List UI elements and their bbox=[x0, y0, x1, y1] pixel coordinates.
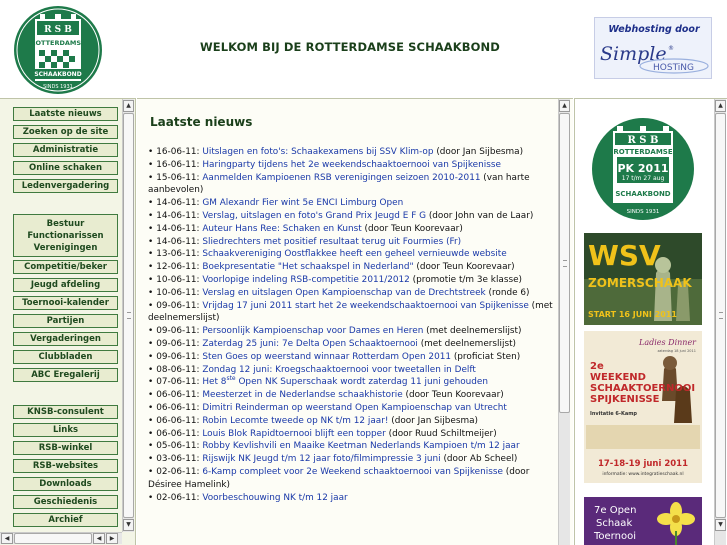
news-item: • 03-06-11: Rijswijk NK Jeugd t/m 12 jaar foto/filmimpressie 3 juni (door Ab Scheel) bbox=[148, 454, 518, 465]
news-item: • 16-06-11: Uitslagen en foto's: Schaakexamens bij SSV Klim-op (door Jan Sijbesma) bbox=[148, 147, 524, 157]
nav-toernooi-kalender[interactable] bbox=[13, 296, 118, 310]
nav-vergaderingen[interactable] bbox=[13, 332, 118, 346]
news-item: • 06-06-11: Robin Lecomte tweede op NK t/m 12 jaar! (door Jan Sijbesma) bbox=[148, 415, 478, 426]
news-note: (door John van de Laar) bbox=[426, 210, 534, 221]
page-title: WELKOM BIJ DE ROTTERDAMSE SCHAAKBOND bbox=[200, 40, 500, 54]
news-link[interactable]: Zaterdag 25 juni: 7e Delta Open Schaaktoernooi bbox=[202, 338, 418, 349]
scroll-left-icon[interactable]: ◀ bbox=[93, 533, 105, 544]
news-date: 12-06-11: bbox=[156, 262, 200, 273]
navigation-frame bbox=[0, 98, 136, 545]
nav-ledenvergadering[interactable] bbox=[13, 179, 118, 193]
nav-label: ABC Eregalerij bbox=[31, 370, 100, 380]
news-date: 03-06-11: bbox=[156, 454, 200, 465]
news-date: 16-06-11: bbox=[156, 147, 200, 157]
pk-banner-since: SINDS 1931 bbox=[626, 209, 660, 215]
nav-label: Ledenvergadering bbox=[21, 181, 110, 191]
news-link-pre: Het 8 bbox=[202, 377, 227, 388]
banner-scroll-thumb[interactable] bbox=[715, 113, 726, 518]
nav-abc-eregalerij[interactable] bbox=[13, 368, 118, 382]
nav-partijen[interactable] bbox=[13, 314, 118, 328]
news-link[interactable]: Sliedrechters met positief resultaat terug uit Fourmies (Fr) bbox=[202, 236, 462, 247]
news-date: 08-06-11: bbox=[156, 364, 200, 375]
news-link[interactable]: Vrijdag 17 juni 2011 start het 2e weekendschaaktoernooi van Spijkenisse bbox=[202, 300, 529, 311]
news-note: (proficiat Sten) bbox=[451, 351, 521, 362]
news-note: (door Jan Sijbesma) bbox=[388, 415, 478, 426]
news-date: 14-06-11: bbox=[156, 210, 200, 221]
wsv-banner-big: WSV bbox=[588, 239, 661, 272]
pk-banner-bond: SCHAAKBOND bbox=[615, 190, 671, 198]
news-link[interactable]: GM Alexandr Fier wint 5e ENCI Limburg Open bbox=[202, 198, 404, 209]
news-link[interactable]: 6-Kamp compleet voor 2e Weekend schaaktoernooi van Spijkenisse bbox=[202, 466, 503, 477]
scroll-up-icon[interactable]: ▲ bbox=[559, 100, 570, 112]
nav-rsb-winkel[interactable] bbox=[13, 441, 118, 455]
news-heading: Laatste nieuws bbox=[150, 115, 253, 129]
grip-icon bbox=[719, 312, 723, 319]
news-link[interactable]: Uitslagen en foto's: Schaakexamens bij SSV Klim-op bbox=[202, 147, 434, 157]
news-date: 09-06-11: bbox=[156, 338, 200, 349]
content-scroll-thumb[interactable] bbox=[559, 113, 570, 413]
news-link[interactable] bbox=[202, 377, 488, 387]
pk-banner-rsb: R S B bbox=[627, 135, 659, 146]
news-note: (door Teun Koorevaar) bbox=[402, 390, 504, 401]
news-item: • 06-06-11: Dimitri Reinderman op weerstand Open Kampioenschap van Utrecht bbox=[148, 402, 507, 413]
scroll-right-icon[interactable]: ▶ bbox=[106, 533, 118, 544]
news-date: 10-06-11: bbox=[156, 274, 200, 285]
nav-clubbladen[interactable] bbox=[13, 350, 118, 364]
news-item: • 09-06-11: Zaterdag 25 juni: 7e Delta Open Schaaktoernooi (met deelnemerslijst) bbox=[148, 338, 517, 349]
logo-text-rsb: R S B bbox=[44, 25, 72, 35]
news-date: 06-06-11: bbox=[156, 415, 200, 426]
news-date: 07-06-11: bbox=[156, 377, 200, 388]
nav-label: KNSB-consulent bbox=[27, 407, 104, 417]
news-date: 06-06-11: bbox=[156, 402, 200, 413]
news-item: • 10-06-11: Verslag en uitslagen Open Kampioenschap van de Drechtstreek (ronde 6) bbox=[148, 287, 530, 298]
news-note: (met deelnemerslijst) bbox=[148, 300, 553, 324]
news-item: • 15-06-11: Aanmelden Kampioenen RSB verenigingen seizoen 2010-2011 (van harte aanbevolen) bbox=[148, 172, 530, 196]
banner-frame bbox=[574, 98, 727, 545]
banner-vertical-scrollbar[interactable] bbox=[714, 99, 726, 545]
content-frame bbox=[137, 98, 573, 545]
news-link[interactable]: Dimitri Reinderman op weerstand Open Kampioenschap van Utrecht bbox=[202, 402, 507, 413]
nav-geschiedenis[interactable] bbox=[13, 495, 118, 509]
news-date: 15-06-11: bbox=[156, 172, 200, 183]
news-date: 10-06-11: bbox=[156, 287, 200, 298]
news-link[interactable]: Meesterzet in de Nederlandse schaakhistorie bbox=[202, 390, 403, 401]
wsv-zomerschaak-banner[interactable] bbox=[584, 233, 702, 325]
seventh-open-banner[interactable] bbox=[584, 497, 702, 545]
news-date: 14-06-11: bbox=[156, 223, 200, 234]
spijk-invitation: Invitatie 6-Kamp bbox=[590, 411, 637, 417]
nav-vertical-scrollbar[interactable] bbox=[122, 99, 134, 532]
nav-label: Zoeken op de site bbox=[22, 127, 109, 137]
news-link-text: Open NK Superschaak wordt zaterdag 11 juni gehouden bbox=[235, 377, 488, 388]
hosting-brand-main: Simple bbox=[600, 43, 667, 65]
news-item: • 02-06-11: 6-Kamp compleet voor 2e Weekend schaaktoernooi van Spijkenisse (door Désiree Hamelink) bbox=[148, 466, 530, 490]
news-date: 14-06-11: bbox=[156, 236, 200, 247]
news-date: 14-06-11: bbox=[156, 198, 200, 209]
news-note: (van harte aanbevolen) bbox=[148, 172, 530, 196]
news-item: • 09-06-11: Vrijdag 17 juni 2011 start het 2e weekendschaaktoernooi van Spijkenisse (met deelnemerslijst) bbox=[148, 300, 553, 324]
nav-downloads[interactable] bbox=[13, 477, 118, 491]
news-link[interactable]: Voorlopige indeling RSB-competitie 2011/2012 bbox=[202, 274, 410, 285]
news-date: 16-06-11: bbox=[156, 159, 200, 170]
nav-label: Jeugd afdeling bbox=[30, 280, 101, 290]
scroll-down-icon[interactable]: ▼ bbox=[715, 519, 726, 531]
spijk-ladies: Ladies Dinner bbox=[639, 338, 696, 347]
nav-administratie[interactable] bbox=[13, 143, 118, 157]
news-note: (promotie t/m 3e klasse) bbox=[409, 274, 523, 285]
grip-icon bbox=[563, 260, 567, 267]
spijkenisse-tournament-banner[interactable] bbox=[584, 331, 702, 483]
news-note: (door Ruud Schiltmeijer) bbox=[385, 428, 497, 439]
nav-horizontal-scrollbar[interactable] bbox=[0, 532, 122, 544]
hosting-banner[interactable] bbox=[594, 17, 712, 79]
news-date: 06-06-11: bbox=[156, 428, 200, 439]
spijk-l1: 2e bbox=[590, 361, 604, 372]
nav-label: Geschiedenis bbox=[33, 497, 98, 507]
news-item: • 08-06-11: Zondag 12 juni: Kroegschaaktoernooi voor tweetallen in Delft bbox=[148, 364, 476, 375]
news-item: • 09-06-11: Persoonlijk Kampioenschap voor Dames en Heren (met deelnemerslijst) bbox=[148, 326, 522, 337]
news-link[interactable]: Zondag 12 juni: Kroegschaaktoernooi voor tweetallen in Delft bbox=[202, 364, 476, 375]
logo-text-rotterdamse: ROTTERDAMSE bbox=[30, 39, 86, 47]
news-note: (ronde 6) bbox=[485, 287, 530, 298]
hosting-brand-reg: ® bbox=[668, 45, 674, 52]
nav-label-functionarissen: Functionarissen bbox=[27, 230, 104, 241]
spijk-l3: SCHAAKTOERNOOI bbox=[590, 383, 696, 394]
news-link[interactable]: Louis Blok Rapidtoernooi blijft een topper bbox=[202, 428, 386, 439]
news-note: (met deelnemerslijst) bbox=[417, 338, 517, 349]
nav-label: Online schaken bbox=[28, 163, 102, 173]
news-date: 09-06-11: bbox=[156, 351, 200, 362]
hosting-brand-sub: HOSTiNG bbox=[653, 63, 694, 73]
grip-icon bbox=[127, 312, 131, 319]
nav-label: Toernooi-kalender bbox=[22, 298, 109, 308]
hosting-label: Webhosting door bbox=[608, 24, 700, 35]
open-banner-l3: Toernooi bbox=[594, 531, 636, 542]
scroll-down-icon[interactable]: ▼ bbox=[123, 519, 134, 531]
nav-label: Laatste nieuws bbox=[29, 109, 102, 119]
news-link[interactable]: Sten Goes op weerstand winnaar Rotterdam Open 2011 bbox=[202, 351, 452, 362]
wsv-banner-line2: ZOMERSCHAAK bbox=[588, 276, 692, 290]
news-item: • 06-06-11: Meesterzet in de Nederlandse schaakhistorie (door Teun Koorevaar) bbox=[148, 390, 504, 401]
pk-banner-rotterdamse: ROTTERDAMSE bbox=[613, 148, 673, 156]
news-item: • 06-06-11: Louis Blok Rapidtoernooi blijft een topper (door Ruud Schiltmeijer) bbox=[148, 428, 497, 439]
nav-online-schaken[interactable] bbox=[13, 161, 118, 175]
news-link[interactable]: Persoonlijk Kampioenschap voor Dames en Heren bbox=[202, 326, 424, 337]
news-date: 06-06-11: bbox=[156, 390, 200, 401]
news-link[interactable]: Verslag, uitslagen en foto's Grand Prix Jeugd E F G bbox=[202, 210, 426, 221]
news-item: • 14-06-11: Sliedrechters met positief resultaat terug uit Fourmies (Fr) bbox=[148, 236, 462, 247]
nav-scroll-thumb[interactable] bbox=[123, 113, 134, 518]
pk-banner-dates: 17 t/m 27 aug bbox=[621, 175, 665, 182]
news-item: • 09-06-11: Sten Goes op weerstand winnaar Rotterdam Open 2011 (proficiat Sten) bbox=[148, 351, 521, 362]
news-date: 13-06-11: bbox=[156, 249, 200, 260]
scroll-up-icon[interactable]: ▲ bbox=[123, 100, 134, 112]
nav-archief[interactable] bbox=[13, 513, 118, 527]
nav-label-bestuur: Bestuur bbox=[46, 218, 85, 229]
nav-knsb-consulent[interactable] bbox=[13, 405, 118, 419]
nav-label: Archief bbox=[48, 515, 83, 525]
logo-text-since: SINDS 1931 bbox=[43, 84, 73, 90]
nav-label-verenigingen: Verenigingen bbox=[33, 242, 98, 253]
simple-hosting-logo bbox=[598, 40, 710, 76]
open-banner-l2: Schaak bbox=[596, 518, 633, 529]
nav-label: Partijen bbox=[46, 316, 85, 326]
news-note: (door Teun Koorevaar) bbox=[361, 223, 463, 234]
nav-label: Links bbox=[52, 425, 79, 435]
news-item: • 05-06-11: Robby Kevlishvili en Maaike Keetman Nederlands Kampioen t/m 12 jaar bbox=[148, 441, 520, 452]
content-vertical-scrollbar[interactable] bbox=[558, 99, 570, 545]
wsv-banner-line3: START 16 JUNI 2011 bbox=[588, 310, 677, 319]
news-date: 02-06-11: bbox=[156, 492, 200, 503]
news-note: (door Ab Scheel) bbox=[440, 454, 518, 465]
nav-label: Vergaderingen bbox=[30, 334, 101, 344]
news-link-sup: ste bbox=[226, 375, 236, 383]
nav-label: Administratie bbox=[32, 145, 99, 155]
news-date: 05-06-11: bbox=[156, 441, 200, 452]
nav-label: Competitie/beker bbox=[24, 262, 107, 272]
nav-label: RSB-winkel bbox=[38, 443, 93, 453]
news-list bbox=[148, 146, 558, 504]
news-note: (met deelnemerslijst) bbox=[423, 326, 522, 337]
nav-laatste-nieuws[interactable] bbox=[13, 107, 118, 121]
news-link[interactable]: Robby Kevlishvili en Maaike Keetman Nederlands Kampioen t/m 12 jaar bbox=[202, 441, 520, 452]
news-note: (door Teun Koorevaar) bbox=[413, 262, 515, 273]
nav-label: RSB-websites bbox=[32, 461, 99, 471]
spijk-l2: WEEKEND bbox=[590, 372, 646, 383]
nav-jeugd[interactable] bbox=[13, 278, 118, 292]
news-link[interactable]: Rijswijk NK Jeugd t/m 12 jaar foto/filmimpressie 3 juni bbox=[202, 454, 441, 465]
news-link[interactable]: Aanmelden Kampioenen RSB verenigingen seizoen 2010-2011 bbox=[202, 172, 481, 183]
news-item: • 14-06-11: Auteur Hans Ree: Schaken en Kunst (door Teun Koorevaar) bbox=[148, 223, 463, 234]
news-item: • 14-06-11: GM Alexandr Fier wint 5e ENCI Limburg Open bbox=[148, 198, 404, 209]
rsb-logo[interactable] bbox=[13, 5, 103, 95]
news-date: 09-06-11: bbox=[156, 300, 200, 311]
news-link[interactable]: Auteur Hans Ree: Schaken en Kunst bbox=[202, 223, 362, 234]
spijk-ladies-date: zaterdag 18 juni 2011 bbox=[657, 349, 696, 353]
nav-zoeken[interactable] bbox=[13, 125, 118, 139]
scroll-up-icon[interactable]: ▲ bbox=[715, 100, 726, 112]
news-link[interactable]: Verslag en uitslagen Open Kampioenschap van de Drechtstreek bbox=[202, 287, 486, 298]
header bbox=[0, 0, 727, 98]
spijk-dates: 17-18-19 juni 2011 bbox=[597, 459, 689, 469]
nav-rsb-websites[interactable] bbox=[13, 459, 118, 473]
news-item: • 16-06-11: Haringparty tijdens het 2e weekendschaaktoernooi van Spijkenisse bbox=[148, 159, 501, 170]
nav-links[interactable] bbox=[13, 423, 118, 437]
scroll-left-icon[interactable]: ◀ bbox=[1, 533, 13, 544]
news-item: • 02-06-11: Voorbeschouwing NK t/m 12 jaar bbox=[148, 492, 348, 503]
news-note: (door Jan Sijbesma) bbox=[433, 147, 524, 157]
news-item: • 12-06-11: Boekpresentatie "Het schaakspel in Nederland" (door Teun Koorevaar) bbox=[148, 262, 515, 273]
news-link[interactable]: Schaakvereniging Oostflakkee heeft een geheel vernieuwde website bbox=[202, 249, 507, 260]
news-link[interactable]: Robin Lecomte tweede op NK t/m 12 jaar! bbox=[202, 415, 389, 426]
pk-banner-title: PK 2011 bbox=[617, 162, 669, 175]
nav-competitie[interactable] bbox=[13, 260, 118, 274]
pk-2011-banner[interactable] bbox=[584, 117, 702, 221]
logo-text-schaakbond: SCHAAKBOND bbox=[34, 71, 82, 78]
news-link[interactable]: Haringparty tijdens het 2e weekendschaaktoernooi van Spijkenisse bbox=[202, 159, 501, 170]
news-date: 02-06-11: bbox=[156, 466, 200, 477]
news-item: • 14-06-11: Verslag, uitslagen en foto's Grand Prix Jeugd E F G (door John van de Laar) bbox=[148, 210, 534, 221]
nav-label: Clubbladen bbox=[38, 352, 93, 362]
news-item: • 07-06-11: Het 8ste Open NK Superschaak wordt zaterdag 11 juni gehouden bbox=[148, 375, 488, 388]
nav-label: Downloads bbox=[39, 479, 92, 489]
spijk-l4: SPIJKENISSE bbox=[590, 394, 660, 405]
open-banner-l1: 7e Open bbox=[594, 505, 637, 516]
nav-hscroll-thumb[interactable] bbox=[14, 533, 92, 544]
news-note: (door Désiree Hamelink) bbox=[148, 466, 530, 490]
news-link[interactable]: Voorbeschouwing NK t/m 12 jaar bbox=[202, 492, 348, 503]
news-item: • 13-06-11: Schaakvereniging Oostflakkee heeft een geheel vernieuwde website bbox=[148, 249, 507, 260]
news-date: 09-06-11: bbox=[156, 326, 200, 337]
nav-bestuur-group[interactable] bbox=[13, 214, 118, 257]
news-item: • 10-06-11: Voorlopige indeling RSB-competitie 2011/2012 (promotie t/m 3e klasse) bbox=[148, 274, 523, 285]
spijk-info: informatie: www.integratieschaak.nl bbox=[602, 472, 684, 477]
news-link[interactable]: Boekpresentatie "Het schaakspel in Nederland" bbox=[202, 262, 414, 273]
